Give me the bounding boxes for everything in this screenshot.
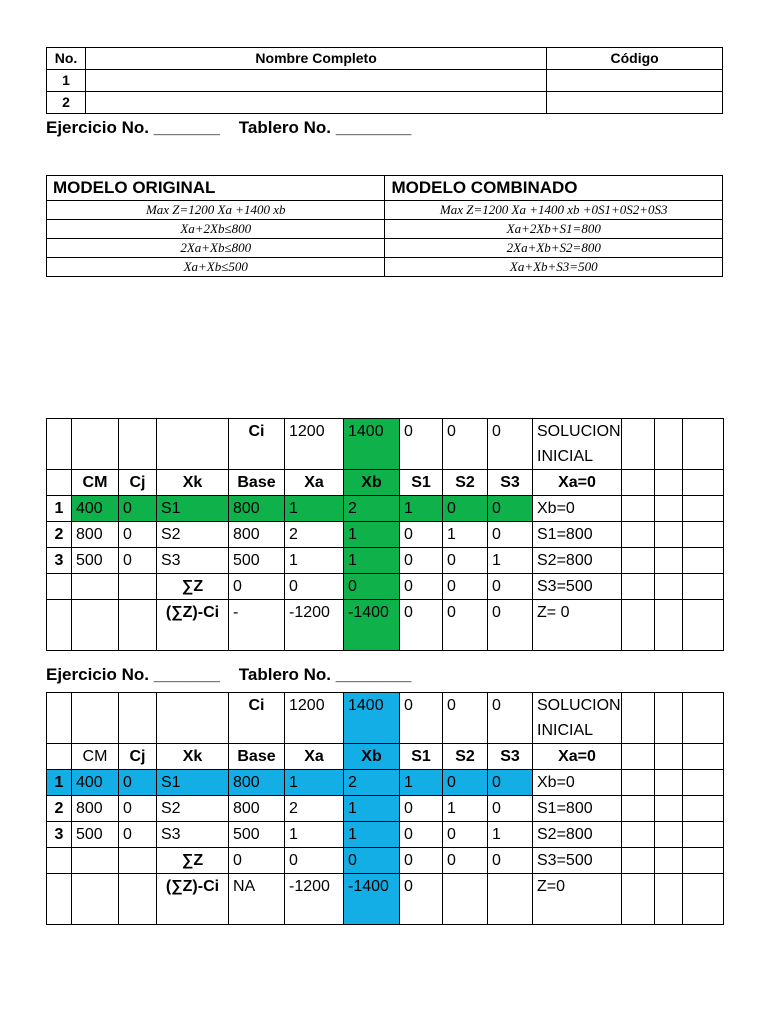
- cell-xa: 0: [285, 574, 344, 600]
- original-constraint: Xa+Xb≤500: [47, 258, 385, 277]
- cell-row-index: 2: [47, 522, 72, 548]
- cell-s2: 0: [443, 496, 488, 522]
- cell-extra-3: [683, 822, 724, 848]
- cell-cm: [72, 874, 119, 925]
- cell-xa: 1: [285, 496, 344, 522]
- student-name-field[interactable]: [85, 70, 546, 92]
- cell-xb: 1: [344, 822, 400, 848]
- table-row: [47, 522, 724, 548]
- cell-base: 800: [229, 770, 285, 796]
- cell-xb: 1: [344, 548, 400, 574]
- cell-xb: -1400: [344, 600, 400, 651]
- cell-xa: Xa: [285, 470, 344, 496]
- cell-solution: Z=0: [533, 874, 622, 925]
- cell-s2: 0: [443, 822, 488, 848]
- cell-xk: [157, 419, 229, 470]
- cell-xb: 1400: [344, 693, 400, 744]
- cell-s1: 0: [400, 419, 443, 470]
- cell-xb: Xb: [344, 470, 400, 496]
- simplex-tableau-2: [46, 692, 724, 925]
- table-row: [47, 874, 724, 925]
- cell-row-index: 1: [47, 770, 72, 796]
- cell-extra-1: [622, 822, 655, 848]
- cell-base: 800: [229, 496, 285, 522]
- model-row: [47, 201, 723, 220]
- cell-solution: Xa=0: [533, 744, 622, 770]
- cell-s3: 0: [488, 770, 533, 796]
- cell-extra-3: [683, 419, 724, 470]
- student-code-field[interactable]: [547, 70, 723, 92]
- cell-xk: S3: [157, 822, 229, 848]
- cell-xa: 2: [285, 796, 344, 822]
- cell-s2: [443, 874, 488, 925]
- cell-xb: 1: [344, 522, 400, 548]
- cell-extra-3: [683, 600, 724, 651]
- cell-row-index: 2: [47, 796, 72, 822]
- model-row: [47, 239, 723, 258]
- cell-extra-3: [683, 522, 724, 548]
- cell-cj: 0: [119, 770, 157, 796]
- cell-extra-2: [655, 874, 683, 925]
- cell-row-index: [47, 600, 72, 651]
- cell-s2: 0: [443, 693, 488, 744]
- cell-solution: S3=500: [533, 574, 622, 600]
- cell-row-index: [47, 574, 72, 600]
- cell-cm: 400: [72, 496, 119, 522]
- cell-cj: [119, 600, 157, 651]
- cell-row-index: [47, 419, 72, 470]
- model-row: [47, 258, 723, 277]
- cell-s1: 0: [400, 874, 443, 925]
- cell-base: Base: [229, 470, 285, 496]
- cell-xa: 1: [285, 770, 344, 796]
- header-nombre: Nombre Completo: [85, 48, 546, 70]
- cell-xa: 1200: [285, 419, 344, 470]
- cell-s1: 0: [400, 548, 443, 574]
- cell-s1: S1: [400, 470, 443, 496]
- cell-xa: 1200: [285, 693, 344, 744]
- cell-s2: 0: [443, 770, 488, 796]
- cell-extra-3: [683, 470, 724, 496]
- cell-xk: ∑Z: [157, 848, 229, 874]
- table-row: [47, 574, 724, 600]
- cell-s3: 0: [488, 496, 533, 522]
- cell-s2: 1: [443, 522, 488, 548]
- simplex-tableau-1: [46, 418, 724, 651]
- original-model-title: MODELO ORIGINAL: [47, 176, 385, 201]
- cell-cj: 0: [119, 796, 157, 822]
- cell-extra-2: [655, 770, 683, 796]
- table-row: [47, 92, 723, 114]
- cell-xk: S2: [157, 522, 229, 548]
- cell-solution: S1=800: [533, 522, 622, 548]
- cell-solution: S3=500: [533, 848, 622, 874]
- cell-base: 500: [229, 548, 285, 574]
- cell-cj: [119, 693, 157, 744]
- cell-s2: S2: [443, 470, 488, 496]
- cell-cm: CM: [72, 744, 119, 770]
- student-number: 1: [47, 70, 86, 92]
- cell-xa: 1: [285, 822, 344, 848]
- cell-solution: S2=800: [533, 548, 622, 574]
- cell-cm: [72, 600, 119, 651]
- cell-s3: 0: [488, 419, 533, 470]
- cell-solution: S2=800: [533, 822, 622, 848]
- cell-row-index: [47, 848, 72, 874]
- cell-cj: Cj: [119, 744, 157, 770]
- cell-extra-1: [622, 496, 655, 522]
- cell-s2: S2: [443, 744, 488, 770]
- cell-extra-2: [655, 419, 683, 470]
- cell-extra-3: [683, 496, 724, 522]
- cell-xa: -1200: [285, 874, 344, 925]
- cell-solution: SOLUCION INICIAL: [533, 419, 622, 470]
- cell-s3: S3: [488, 470, 533, 496]
- cell-s3: 1: [488, 548, 533, 574]
- cell-s3: [488, 874, 533, 925]
- cell-s2: 1: [443, 796, 488, 822]
- ci-row: [47, 693, 724, 744]
- cell-row-index: 3: [47, 822, 72, 848]
- cell-extra-1: [622, 548, 655, 574]
- cell-cm: [72, 574, 119, 600]
- cell-extra-1: [622, 600, 655, 651]
- cell-extra-1: [622, 522, 655, 548]
- cell-cj: [119, 874, 157, 925]
- cell-xk: Xk: [157, 744, 229, 770]
- ejercicio-line: Ejercicio No. _______ Tablero No. ________: [46, 118, 412, 137]
- cell-solution: Xb=0: [533, 770, 622, 796]
- cell-s3: 0: [488, 796, 533, 822]
- cell-xa: 0: [285, 848, 344, 874]
- cell-xk: S1: [157, 496, 229, 522]
- cell-s1: 0: [400, 522, 443, 548]
- cell-extra-3: [683, 874, 724, 925]
- header-codigo: Código: [547, 48, 723, 70]
- cell-xk: ∑Z: [157, 574, 229, 600]
- cell-xb: 2: [344, 770, 400, 796]
- cell-base: 800: [229, 796, 285, 822]
- cell-cm: [72, 693, 119, 744]
- cell-extra-2: [655, 744, 683, 770]
- cell-extra-3: [683, 770, 724, 796]
- cell-s3: S3: [488, 744, 533, 770]
- model-table: [46, 175, 723, 277]
- table-row: [47, 796, 724, 822]
- cell-base: Ci: [229, 693, 285, 744]
- cell-row-index: [47, 470, 72, 496]
- combined-model-title: MODELO COMBINADO: [385, 176, 723, 201]
- cell-cm: [72, 419, 119, 470]
- cell-row-index: 1: [47, 496, 72, 522]
- cell-xb: Xb: [344, 744, 400, 770]
- cell-xk: Xk: [157, 470, 229, 496]
- cell-s3: 0: [488, 522, 533, 548]
- cell-xk: (∑Z)-Ci: [157, 600, 229, 651]
- cell-xb: 0: [344, 848, 400, 874]
- model-header-row: [47, 176, 723, 201]
- student-table: [46, 47, 723, 114]
- cell-cm: 400: [72, 770, 119, 796]
- cell-xb: -1400: [344, 874, 400, 925]
- original-objective: Max Z=1200 Xa +1400 xb: [47, 201, 385, 220]
- cell-extra-3: [683, 548, 724, 574]
- cell-extra-2: [655, 548, 683, 574]
- cell-cm: 500: [72, 548, 119, 574]
- cell-s2: 0: [443, 600, 488, 651]
- cell-s3: 0: [488, 693, 533, 744]
- table-row: [47, 496, 724, 522]
- cell-solution: SOLUCION INICIAL: [533, 693, 622, 744]
- student-table-header: [47, 48, 723, 70]
- cell-base: -: [229, 600, 285, 651]
- cell-extra-1: [622, 744, 655, 770]
- cell-cm: 500: [72, 822, 119, 848]
- cell-cj: [119, 574, 157, 600]
- cell-base: 0: [229, 574, 285, 600]
- cell-cj: 0: [119, 522, 157, 548]
- student-name-field[interactable]: [85, 92, 546, 114]
- cell-extra-1: [622, 796, 655, 822]
- cell-row-index: [47, 874, 72, 925]
- cell-extra-2: [655, 574, 683, 600]
- cell-extra-3: [683, 848, 724, 874]
- cell-extra-1: [622, 693, 655, 744]
- student-code-field[interactable]: [547, 92, 723, 114]
- cell-s3: 0: [488, 600, 533, 651]
- cell-xa: Xa: [285, 744, 344, 770]
- cell-extra-1: [622, 574, 655, 600]
- cell-cj: 0: [119, 496, 157, 522]
- table-row: [47, 848, 724, 874]
- cell-base: Base: [229, 744, 285, 770]
- table-row: [47, 770, 724, 796]
- original-constraint: 2Xa+Xb≤800: [47, 239, 385, 258]
- cell-base: 800: [229, 522, 285, 548]
- header-row: [47, 744, 724, 770]
- cell-xk: S1: [157, 770, 229, 796]
- cell-cm: 800: [72, 796, 119, 822]
- cell-extra-1: [622, 770, 655, 796]
- cell-row-index: 3: [47, 548, 72, 574]
- table-row: [47, 600, 724, 651]
- cell-s1: 0: [400, 848, 443, 874]
- cell-extra-3: [683, 796, 724, 822]
- cell-s1: 0: [400, 574, 443, 600]
- cell-xa: -1200: [285, 600, 344, 651]
- cell-row-index: [47, 744, 72, 770]
- cell-extra-3: [683, 574, 724, 600]
- cell-cm: 800: [72, 522, 119, 548]
- cell-s1: 0: [400, 822, 443, 848]
- cell-extra-2: [655, 600, 683, 651]
- combined-objective: Max Z=1200 Xa +1400 xb +0S1+0S2+0S3: [385, 201, 723, 220]
- cell-s3: 1: [488, 822, 533, 848]
- cell-cm: [72, 848, 119, 874]
- model-row: [47, 220, 723, 239]
- cell-base: Ci: [229, 419, 285, 470]
- cell-extra-2: [655, 796, 683, 822]
- cell-extra-3: [683, 744, 724, 770]
- cell-xb: 2: [344, 496, 400, 522]
- cell-s1: 0: [400, 693, 443, 744]
- table-row: [47, 70, 723, 92]
- table-row: [47, 548, 724, 574]
- cell-extra-2: [655, 496, 683, 522]
- cell-xb: 1400: [344, 419, 400, 470]
- cell-extra-2: [655, 470, 683, 496]
- cell-cj: [119, 848, 157, 874]
- cell-xa: 1: [285, 548, 344, 574]
- ci-row: [47, 419, 724, 470]
- cell-s2: 0: [443, 848, 488, 874]
- cell-cm: CM: [72, 470, 119, 496]
- cell-base: 500: [229, 822, 285, 848]
- cell-xa: 2: [285, 522, 344, 548]
- cell-extra-2: [655, 848, 683, 874]
- cell-xk: (∑Z)-Ci: [157, 874, 229, 925]
- cell-extra-1: [622, 848, 655, 874]
- table-row: [47, 822, 724, 848]
- original-constraint: Xa+2Xb≤800: [47, 220, 385, 239]
- cell-cj: 0: [119, 822, 157, 848]
- combined-constraint: 2Xa+Xb+S2=800: [385, 239, 723, 258]
- cell-s3: 0: [488, 574, 533, 600]
- ejercicio-line: Ejercicio No. _______ Tablero No. ________: [46, 665, 412, 684]
- student-number: 2: [47, 92, 86, 114]
- combined-constraint: Xa+Xb+S3=500: [385, 258, 723, 277]
- cell-s1: 1: [400, 770, 443, 796]
- cell-extra-2: [655, 693, 683, 744]
- cell-s2: 0: [443, 419, 488, 470]
- cell-xk: [157, 693, 229, 744]
- cell-xb: 1: [344, 796, 400, 822]
- cell-extra-1: [622, 470, 655, 496]
- cell-row-index: [47, 693, 72, 744]
- cell-s3: 0: [488, 848, 533, 874]
- cell-solution: Xb=0: [533, 496, 622, 522]
- cell-s1: 0: [400, 796, 443, 822]
- cell-solution: S1=800: [533, 796, 622, 822]
- cell-s1: 1: [400, 496, 443, 522]
- cell-extra-2: [655, 522, 683, 548]
- cell-solution: Xa=0: [533, 470, 622, 496]
- cell-extra-1: [622, 874, 655, 925]
- cell-xb: 0: [344, 574, 400, 600]
- cell-cj: [119, 419, 157, 470]
- cell-s2: 0: [443, 574, 488, 600]
- cell-cj: Cj: [119, 470, 157, 496]
- cell-cj: 0: [119, 548, 157, 574]
- header-no: No.: [47, 48, 86, 70]
- cell-extra-2: [655, 822, 683, 848]
- cell-extra-3: [683, 693, 724, 744]
- cell-xk: S3: [157, 548, 229, 574]
- header-row: [47, 470, 724, 496]
- combined-constraint: Xa+2Xb+S1=800: [385, 220, 723, 239]
- cell-solution: Z= 0: [533, 600, 622, 651]
- cell-s1: 0: [400, 600, 443, 651]
- cell-xk: S2: [157, 796, 229, 822]
- cell-base: 0: [229, 848, 285, 874]
- cell-s1: S1: [400, 744, 443, 770]
- cell-s2: 0: [443, 548, 488, 574]
- cell-base: NA: [229, 874, 285, 925]
- cell-extra-1: [622, 419, 655, 470]
